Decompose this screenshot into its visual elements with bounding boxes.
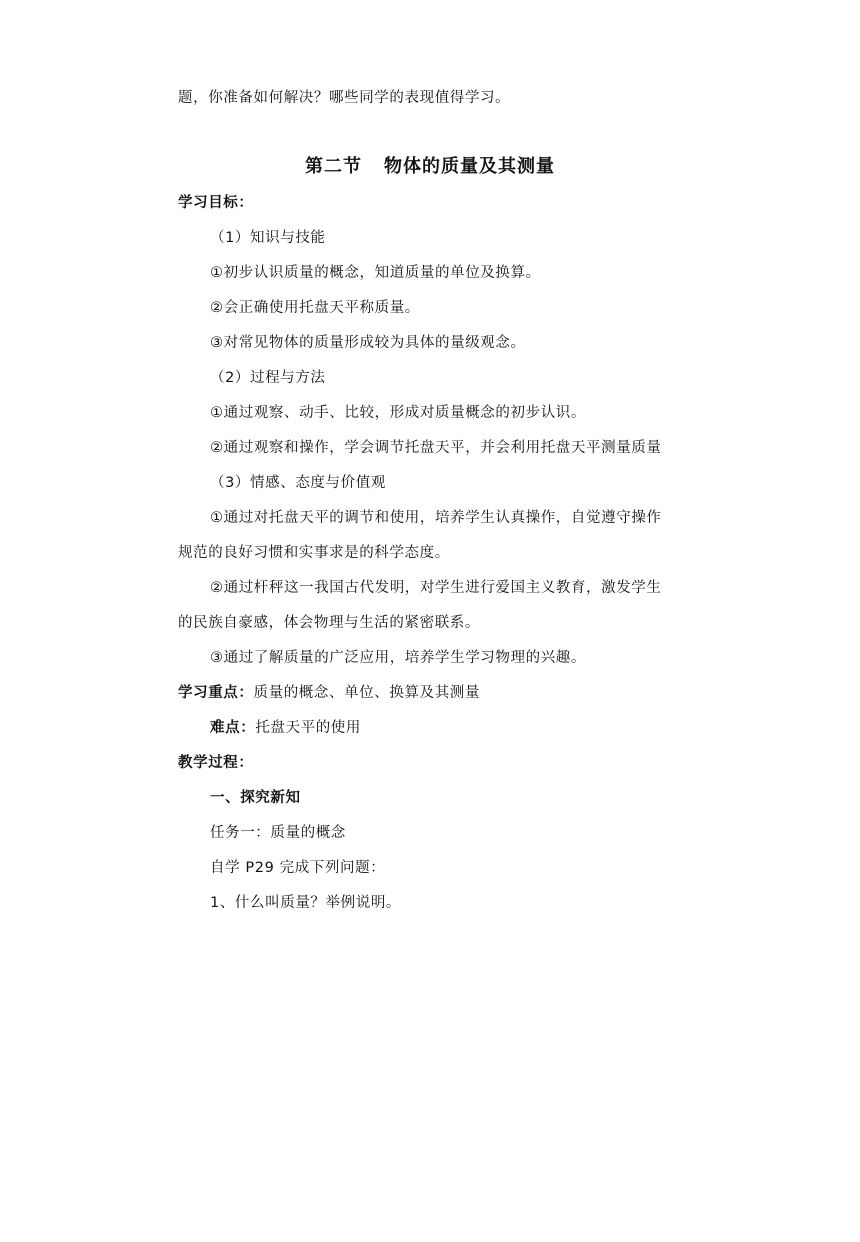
- key-points-text: 质量的概念、单位、换算及其测量: [253, 685, 480, 701]
- section-name: 物体的质量及其测量: [384, 156, 555, 177]
- objective-3-item-2-line-1: ②通过杆秤这一我国古代发明，对学生进行爱国主义教育，激发学生: [210, 580, 662, 596]
- objective-3-item-3: ③通过了解质量的广泛应用，培养学生学习物理的兴趣。: [210, 650, 586, 666]
- section-title: [0, 155, 860, 179]
- objective-3-item-1-line-2: 规范的良好习惯和实事求是的科学态度。: [178, 545, 450, 561]
- objective-2-item-2: ②通过观察和操作，学会调节托盘天平，并会利用托盘天平测量质量: [210, 440, 662, 456]
- difficulty-label: 难点：: [210, 720, 256, 736]
- part-1-heading: 一、探究新知: [210, 790, 301, 806]
- objective-2-item-1: ①通过观察、动手、比较，形成对质量概念的初步认识。: [210, 405, 586, 421]
- objectives-heading: 学习目标：: [178, 195, 254, 211]
- objective-3-item-2-line-2: 的民族自豪感，体会物理与生活的紧密联系。: [178, 615, 480, 631]
- task-1: 任务一：质量的概念: [210, 825, 346, 841]
- objective-1-heading: （1）知识与技能: [210, 230, 326, 246]
- process-heading: 教学过程：: [178, 755, 254, 771]
- question-1: 1、什么叫质量？举例说明。: [210, 895, 402, 911]
- objective-2-heading: （2）过程与方法: [210, 370, 326, 386]
- key-points: [178, 683, 480, 703]
- objective-3-item-1-line-1: ①通过对托盘天平的调节和使用，培养学生认真操作，自觉遵守操作: [210, 510, 662, 526]
- objective-1-item-2: ②会正确使用托盘天平称质量。: [210, 300, 420, 316]
- difficulty: [210, 718, 361, 738]
- section-number: 第二节: [305, 156, 362, 177]
- objective-3-heading: （3）情感、态度与价值观: [210, 475, 386, 491]
- key-points-label: 学习重点：: [178, 685, 254, 701]
- intro-line: 题，你准备如何解决？哪些同学的表现值得学习。: [178, 90, 511, 106]
- objective-1-item-3: ③对常见物体的质量形成较为具体的量级观念。: [210, 335, 526, 351]
- objective-1-item-1: ①初步认识质量的概念，知道质量的单位及换算。: [210, 265, 541, 281]
- difficulty-text: 托盘天平的使用: [255, 720, 362, 736]
- self-study-instruction: 自学 P29 完成下列问题：: [210, 860, 386, 876]
